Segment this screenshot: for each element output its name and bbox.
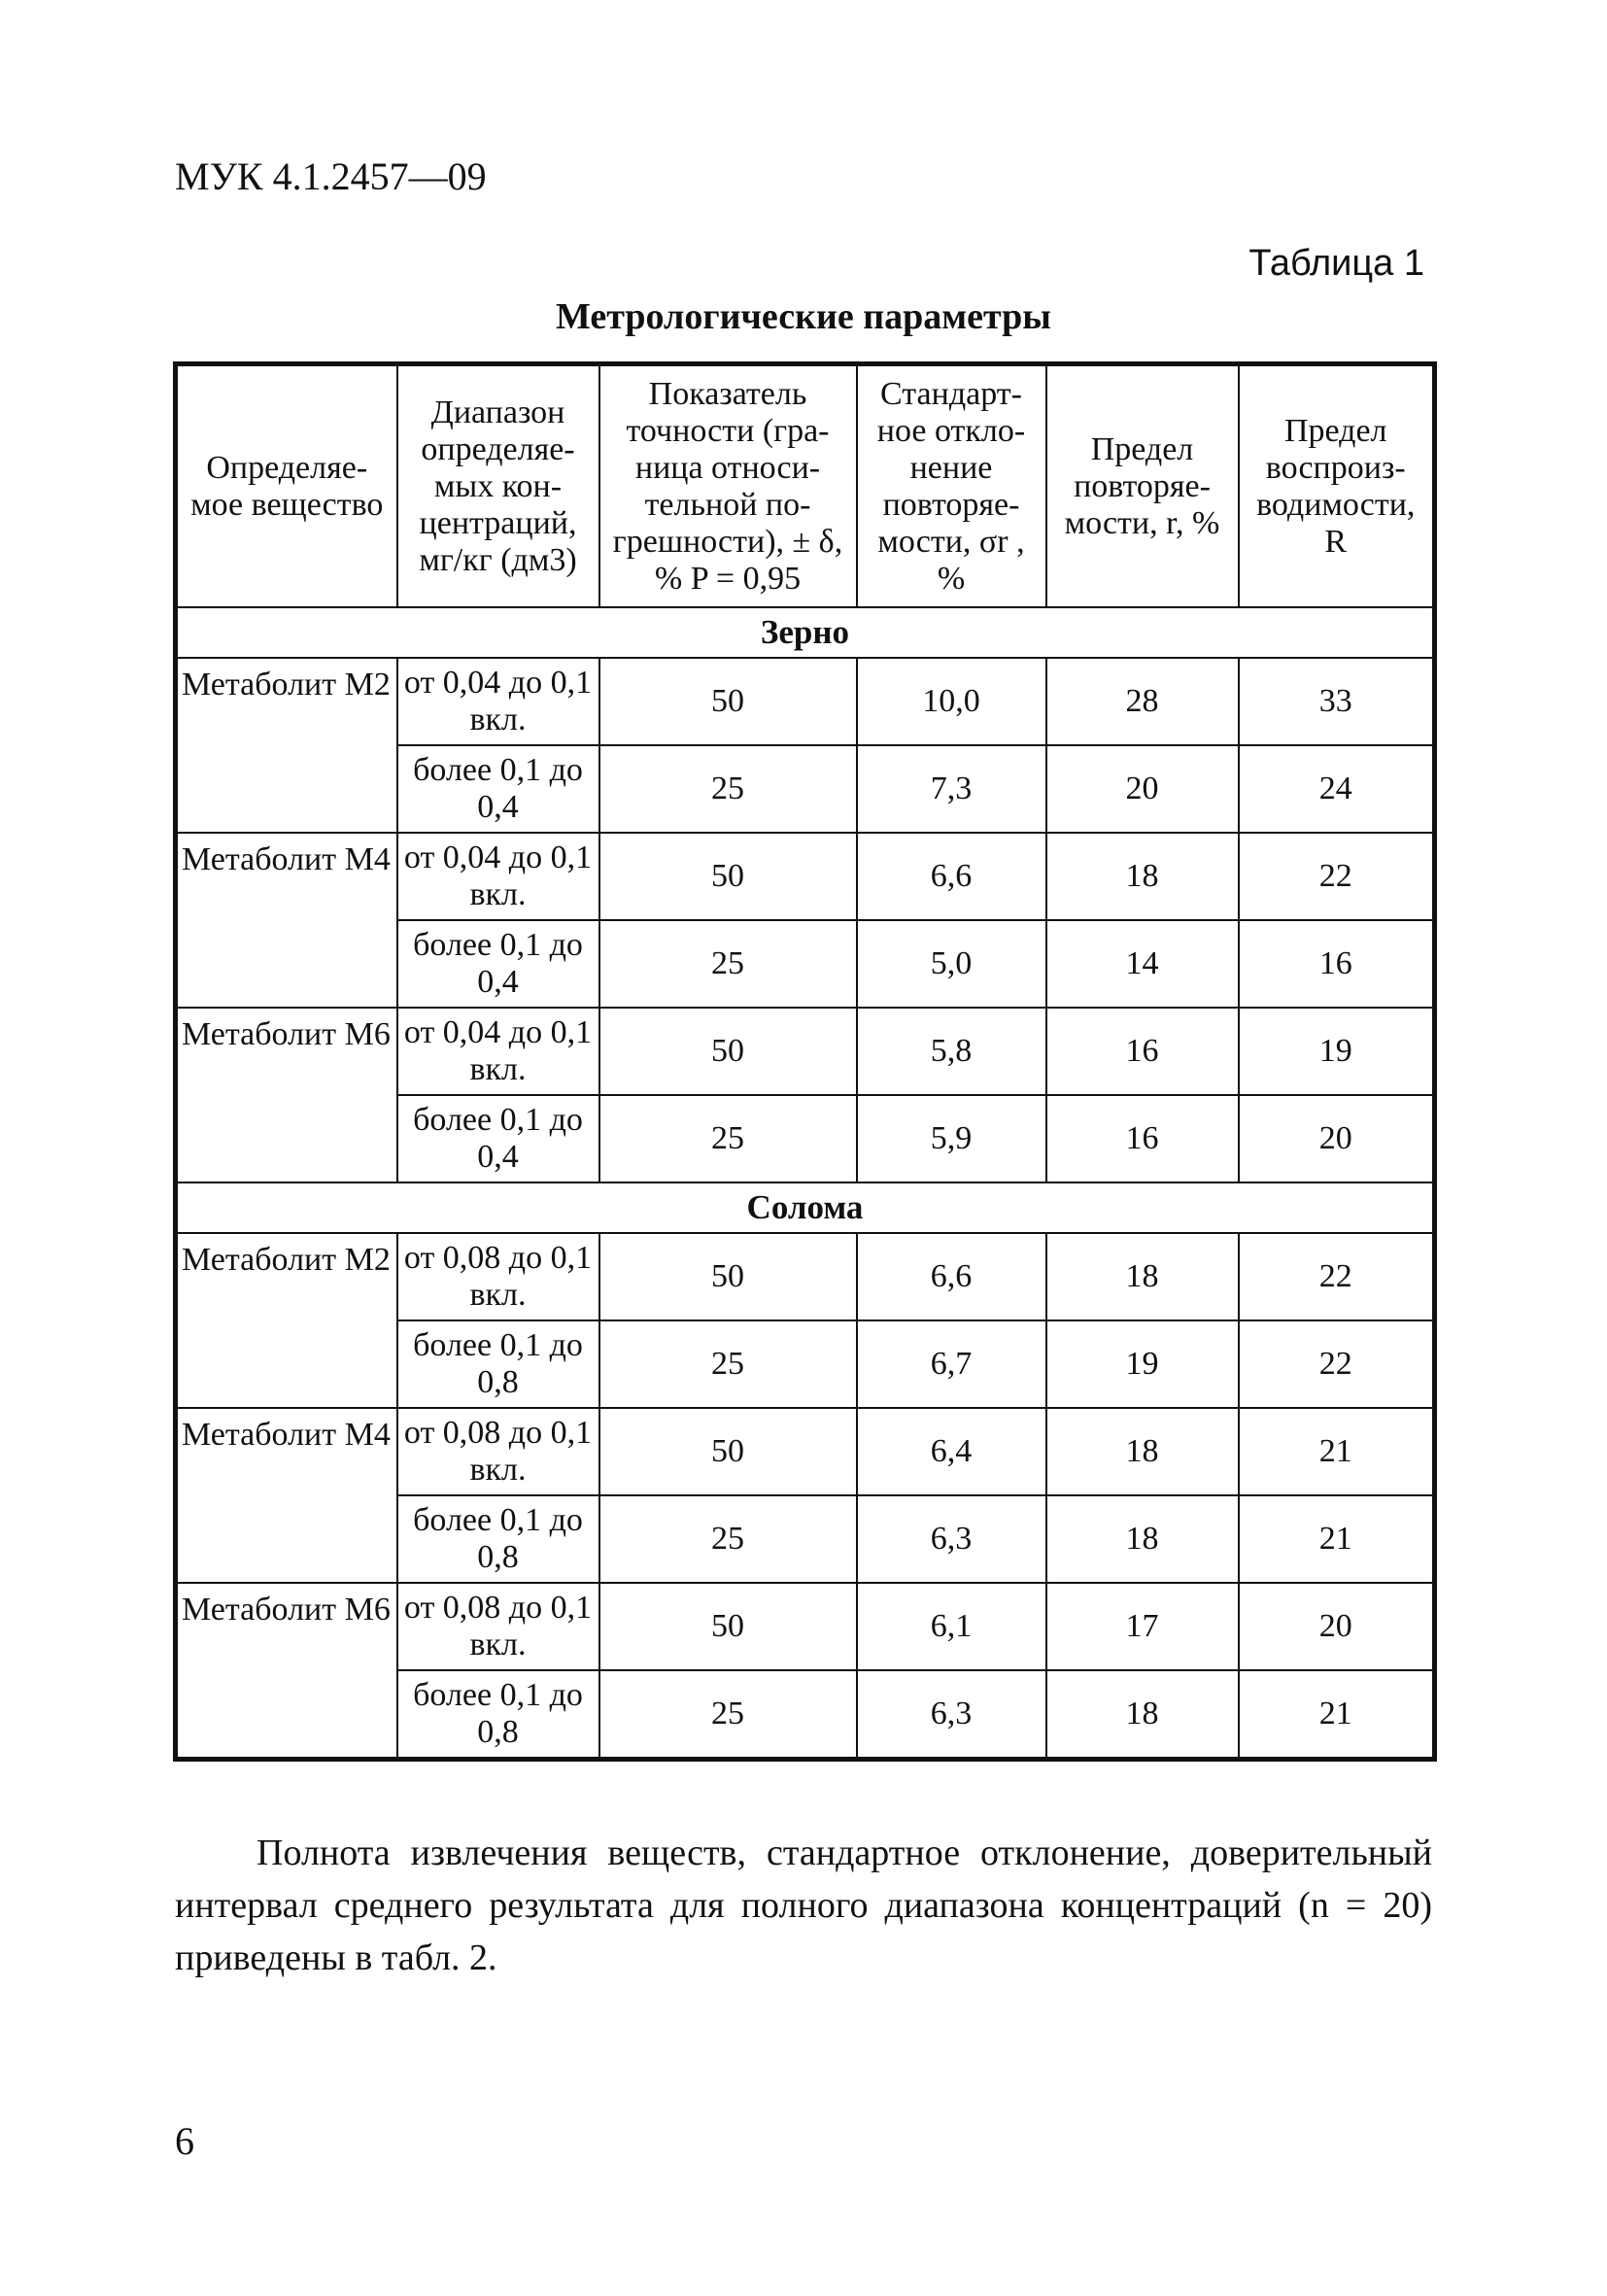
range-cell: более 0,1 до 0,4 bbox=[397, 1095, 599, 1182]
accuracy-cell: 25 bbox=[599, 1320, 857, 1408]
accuracy-cell: 25 bbox=[599, 1670, 857, 1760]
repeatability-cell: 28 bbox=[1046, 658, 1239, 745]
accuracy-cell: 25 bbox=[599, 1495, 857, 1583]
table-row bbox=[176, 1408, 1435, 1495]
range-cell: более 0,1 до 0,8 bbox=[397, 1495, 599, 1583]
reproducibility-cell: 20 bbox=[1239, 1095, 1435, 1182]
repeatability-cell: 18 bbox=[1046, 1495, 1239, 1583]
range-cell: от 0,08 до 0,1 вкл. bbox=[397, 1233, 599, 1320]
col-header-substance: Определяе-мое вещество bbox=[176, 364, 397, 608]
std-deviation-cell: 6,4 bbox=[857, 1408, 1046, 1495]
reproducibility-cell: 21 bbox=[1239, 1495, 1435, 1583]
substance-cell: Метаболит М4 bbox=[176, 833, 397, 1008]
reproducibility-cell: 16 bbox=[1239, 920, 1435, 1008]
accuracy-cell: 50 bbox=[599, 1408, 857, 1495]
table-header-row bbox=[176, 364, 1435, 608]
section-title: Солома bbox=[176, 1182, 1435, 1233]
page-number: 6 bbox=[175, 2119, 194, 2163]
std-deviation-cell: 6,6 bbox=[857, 1233, 1046, 1320]
accuracy-cell: 50 bbox=[599, 833, 857, 920]
paragraph-text: Полнота извлечения веществ, стандартное отклонение, доверительный интервал среднего результата для полного диапазона концентраций (n = 20) приведены в табл. 2. bbox=[175, 1833, 1432, 1978]
table-number-label: Таблица 1 bbox=[1248, 243, 1424, 284]
repeatability-cell: 17 bbox=[1046, 1583, 1239, 1670]
std-deviation-cell: 6,1 bbox=[857, 1583, 1046, 1670]
repeatability-cell: 16 bbox=[1046, 1008, 1239, 1095]
document-code: МУК 4.1.2457—09 bbox=[175, 154, 487, 198]
substance-cell: Метаболит М6 bbox=[176, 1583, 397, 1760]
accuracy-cell: 25 bbox=[599, 920, 857, 1008]
reproducibility-cell: 20 bbox=[1239, 1583, 1435, 1670]
std-deviation-cell: 10,0 bbox=[857, 658, 1046, 745]
reproducibility-cell: 19 bbox=[1239, 1008, 1435, 1095]
repeatability-cell: 18 bbox=[1046, 1233, 1239, 1320]
reproducibility-cell: 33 bbox=[1239, 658, 1435, 745]
reproducibility-cell: 22 bbox=[1239, 1233, 1435, 1320]
section-row bbox=[176, 1182, 1435, 1233]
table-row bbox=[176, 1233, 1435, 1320]
std-deviation-cell: 5,8 bbox=[857, 1008, 1046, 1095]
col-header-range: Диапазон определяе-мых кон-центраций, мг/кг (дм3) bbox=[397, 364, 599, 608]
table-row bbox=[176, 1583, 1435, 1670]
range-cell: от 0,04 до 0,1 вкл. bbox=[397, 1008, 599, 1095]
std-deviation-cell: 7,3 bbox=[857, 745, 1046, 833]
reproducibility-cell: 22 bbox=[1239, 1320, 1435, 1408]
std-deviation-cell: 6,3 bbox=[857, 1495, 1046, 1583]
reproducibility-cell: 21 bbox=[1239, 1670, 1435, 1760]
range-cell: более 0,1 до 0,4 bbox=[397, 745, 599, 833]
body-paragraph bbox=[175, 1827, 1432, 1984]
col-header-accuracy: Показатель точности (гра-ница относи-тельной по-грешности), ± δ, % P = 0,95 bbox=[599, 364, 857, 608]
std-deviation-cell: 6,3 bbox=[857, 1670, 1046, 1760]
accuracy-cell: 50 bbox=[599, 1008, 857, 1095]
repeatability-cell: 18 bbox=[1046, 833, 1239, 920]
accuracy-cell: 50 bbox=[599, 1233, 857, 1320]
table-row bbox=[176, 833, 1435, 920]
section-row bbox=[176, 607, 1435, 658]
range-cell: от 0,04 до 0,1 вкл. bbox=[397, 833, 599, 920]
table-body bbox=[176, 607, 1435, 1760]
range-cell: от 0,08 до 0,1 вкл. bbox=[397, 1583, 599, 1670]
substance-cell: Метаболит М4 bbox=[176, 1408, 397, 1583]
range-cell: более 0,1 до 0,4 bbox=[397, 920, 599, 1008]
range-cell: от 0,08 до 0,1 вкл. bbox=[397, 1408, 599, 1495]
range-cell: от 0,04 до 0,1 вкл. bbox=[397, 658, 599, 745]
repeatability-cell: 18 bbox=[1046, 1408, 1239, 1495]
section-title: Зерно bbox=[176, 607, 1435, 658]
substance-cell: Метаболит М2 bbox=[176, 658, 397, 833]
accuracy-cell: 50 bbox=[599, 1583, 857, 1670]
accuracy-cell: 25 bbox=[599, 1095, 857, 1182]
reproducibility-cell: 22 bbox=[1239, 833, 1435, 920]
repeatability-cell: 18 bbox=[1046, 1670, 1239, 1760]
std-deviation-cell: 5,0 bbox=[857, 920, 1046, 1008]
substance-cell: Метаболит М2 bbox=[176, 1233, 397, 1408]
repeatability-cell: 19 bbox=[1046, 1320, 1239, 1408]
reproducibility-cell: 24 bbox=[1239, 745, 1435, 833]
accuracy-cell: 50 bbox=[599, 658, 857, 745]
std-deviation-cell: 5,9 bbox=[857, 1095, 1046, 1182]
substance-cell: Метаболит М6 bbox=[176, 1008, 397, 1182]
table-row bbox=[176, 658, 1435, 745]
std-deviation-cell: 6,6 bbox=[857, 833, 1046, 920]
table-title: Метрологические параметры bbox=[556, 296, 1051, 337]
col-header-reproducibility-limit: Предел воспроиз-водимости, R bbox=[1239, 364, 1435, 608]
col-header-repeatability-limit: Предел повторяе-мости, r, % bbox=[1046, 364, 1239, 608]
repeatability-cell: 14 bbox=[1046, 920, 1239, 1008]
std-deviation-cell: 6,7 bbox=[857, 1320, 1046, 1408]
repeatability-cell: 20 bbox=[1046, 745, 1239, 833]
reproducibility-cell: 21 bbox=[1239, 1408, 1435, 1495]
col-header-std-deviation: Стандарт-ное откло-нение повторяе-мости, σr , % bbox=[857, 364, 1046, 608]
range-cell: более 0,1 до 0,8 bbox=[397, 1320, 599, 1408]
accuracy-cell: 25 bbox=[599, 745, 857, 833]
metrology-table bbox=[173, 361, 1437, 1762]
metrology-table-container bbox=[173, 361, 1432, 1762]
repeatability-cell: 16 bbox=[1046, 1095, 1239, 1182]
table-row bbox=[176, 1008, 1435, 1095]
range-cell: более 0,1 до 0,8 bbox=[397, 1670, 599, 1760]
